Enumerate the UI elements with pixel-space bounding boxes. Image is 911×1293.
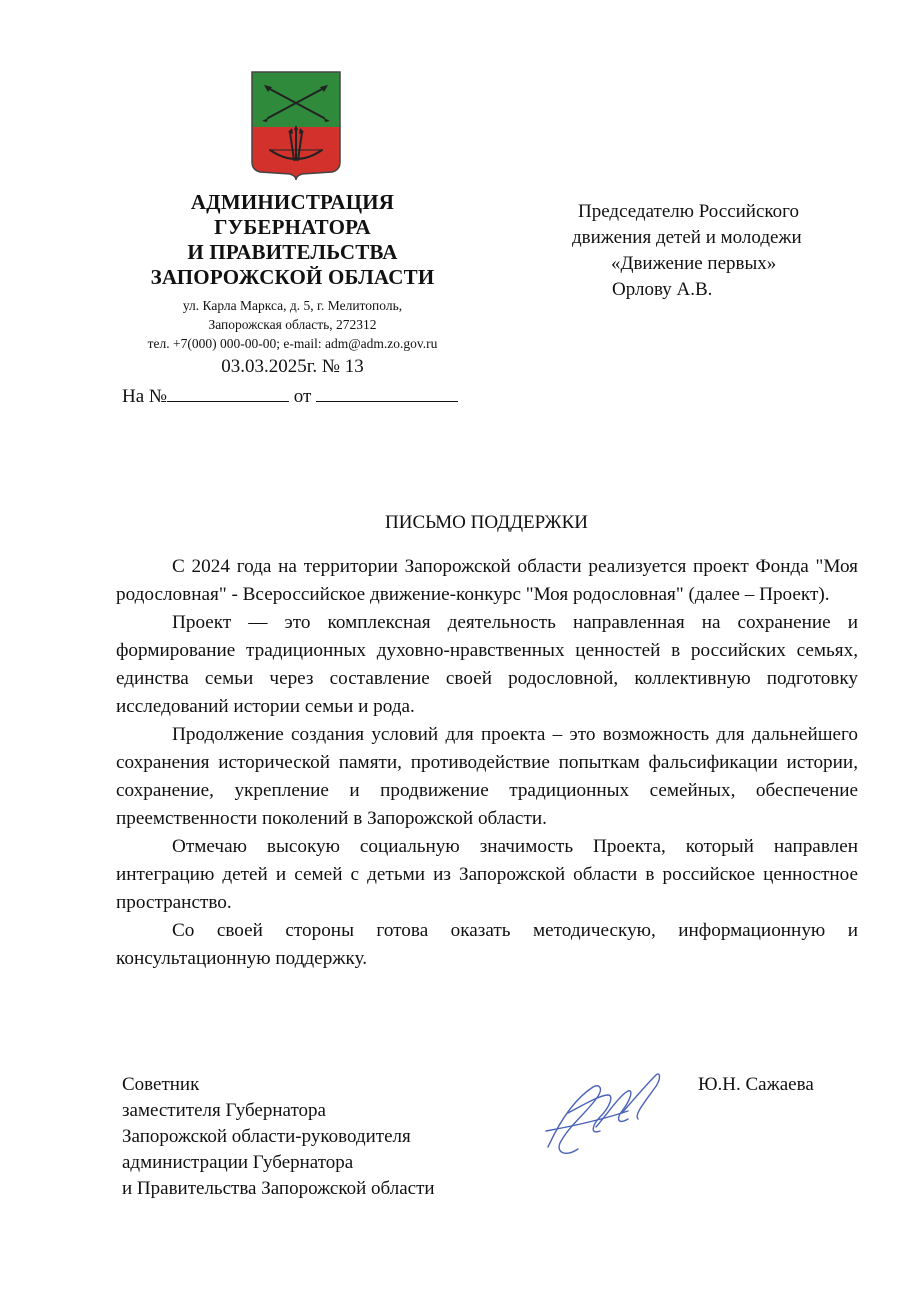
body-paragraph: С 2024 года на территории Запорожской области реализуется проект Фонда "Моя родословная" - Всероссийское движение-конкурс "Моя родословная" (далее – Проект). <box>116 556 858 605</box>
body-paragraph: Отмечаю высокую социальную значимость Проекта, который направлен интеграцию детей и семей с детьми из Запорожской области в российское ценностное пространство. <box>116 836 858 913</box>
signer-name: Ю.Н. Сажаева <box>698 1074 814 1095</box>
date-number: 03.03.2025г. № 13 <box>221 356 364 377</box>
ref-number-blank <box>167 383 289 402</box>
coat-of-arms-icon <box>250 70 342 182</box>
address-line: ул. Карла Маркса, д. 5, г. Мелитополь, <box>182 298 403 313</box>
body-paragraph: Продолжение создания условий для проекта – это возможность для дальнейшего сохранения исторической памяти, противодействие попыткам фальсификации истории, сохранение, укрепление и продвижение традиционных семейных, обеспечение преемственности поколений в Запорожской области. <box>116 724 858 829</box>
org-name-line: ГУБЕРНАТОРА <box>214 215 371 239</box>
letterhead <box>110 190 475 379</box>
contact-block <box>110 296 475 353</box>
signer-position-line: Советник <box>122 1074 200 1095</box>
signer-position-line: и Правительства Запорожской области <box>122 1178 435 1199</box>
ref-from: от <box>293 386 312 407</box>
addressee-block <box>566 199 856 303</box>
org-name-line: И ПРАВИТЕЛЬСТВА <box>187 240 398 264</box>
document-title: ПИСЬМО ПОДДЕРЖКИ <box>385 512 588 533</box>
handwritten-signature <box>538 1065 668 1165</box>
org-name-line: АДМИНИСТРАЦИЯ <box>190 190 395 214</box>
signer-position-line: заместителя Губернатора <box>122 1100 326 1121</box>
signer-position-line: Запорожской области-руководителя <box>122 1126 411 1147</box>
address-line: Запорожская область, 272312 <box>208 317 377 332</box>
signer-position-line: администрации Губернатора <box>122 1152 354 1173</box>
ref-prefix: На № <box>122 386 168 407</box>
reference-line <box>122 383 458 409</box>
org-name-line: ЗАПОРОЖСКОЙ ОБЛАСТИ <box>150 265 435 289</box>
addressee-line: «Движение первых» <box>611 253 777 274</box>
body-paragraph: Со своей стороны готова оказать методическую, информационную и консультационную поддержку. <box>116 920 858 969</box>
body-paragraph: Проект — это комплексная деятельность направленная на сохранение и формирование традиционных духовно-нравственных ценностей в российских семьях, единства семьи через составление своей родословной, коллективную подготовку исследований истории семьи и рода. <box>116 612 858 717</box>
ref-date-blank <box>316 383 458 402</box>
contacts-line: тел. +7(000) 000-00-00; e-mail: adm@adm.zo.gov.ru <box>147 336 438 351</box>
addressee-line: Орлову А.В. <box>612 279 713 300</box>
letter-body <box>116 553 858 973</box>
addressee-line: движения детей и молодежи <box>572 227 802 248</box>
addressee-line: Председателю Российского <box>578 201 799 222</box>
signer-position <box>122 1072 435 1202</box>
